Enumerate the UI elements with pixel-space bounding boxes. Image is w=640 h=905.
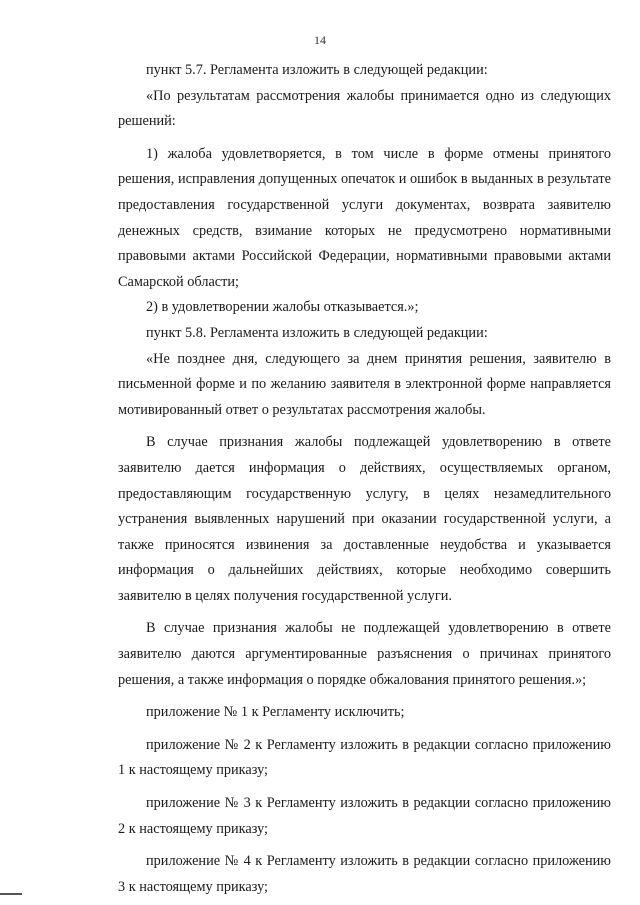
paragraph-if-satisfied: В случае признания жалобы подлежащей удовлетворению в ответе заявителю дается информация о действиях, осуществляемых органом, предоставляющим государственную услугу, в целях незамедлительного устранения выявленных нарушений при оказании государственной услуги, а также приносятся извинения за доставленные неудобства и указывается информация о дальнейших действиях, которые необходимо совершить заявителю в целях получения государственной услуги. <box>118 434 611 604</box>
paragraph-response-deadline: «Не позднее дня, следующего за днем принятия решения, заявителю в письменной форме и по желанию заявителя в электронной форме направляется мотивированный ответ о результатах рассмотрения жалобы. <box>118 350 611 418</box>
paragraph-appendix-1: приложение № 1 к Регламенту исключить; <box>146 704 405 721</box>
page-number: 14 <box>314 33 326 47</box>
paragraph-complaint-refused: 2) в удовлетворении жалобы отказывается.»; <box>146 299 419 316</box>
paragraph-item-5-8: пункт 5.8. Регламента изложить в следующей редакции: <box>146 324 488 341</box>
paragraph-appendix-4: приложение № 4 к Регламенту изложить в редакции согласно приложению 3 к настоящему приказу; <box>118 853 611 895</box>
paragraph-decision-intro: «По результатам рассмотрения жалобы принимается одно из следующих решений: <box>118 87 611 130</box>
scan-edge-mark <box>0 893 22 895</box>
paragraph-appendix-3: приложение № 3 к Регламенту изложить в редакции согласно приложению 2 к настоящему приказу; <box>118 795 611 837</box>
paragraph-item-5-7: пункт 5.7. Регламента изложить в следующей редакции: <box>146 62 488 78</box>
paragraph-if-not-satisfied: В случае признания жалобы не подлежащей удовлетворению в ответе заявителю даются аргументированные разъяснения о причинах принятого решения, а также информация о порядке обжалования принятого решения.»; <box>118 620 611 688</box>
paragraph-appendix-2: приложение № 2 к Регламенту изложить в редакции согласно приложению 1 к настоящему приказу; <box>118 736 611 779</box>
document-body <box>118 58 611 900</box>
paragraph-complaint-satisfied: 1) жалоба удовлетворяется, в том числе в форме отмены принятого решения, исправления допущенных опечаток и ошибок в выданных в результате предоставления государственной услуги документах, возврата заявителю денежных средств, взимание которых не предусмотрено нормативными правовыми актами Российской Федерации, нормативными правовыми актами Самарской области; <box>118 145 611 290</box>
